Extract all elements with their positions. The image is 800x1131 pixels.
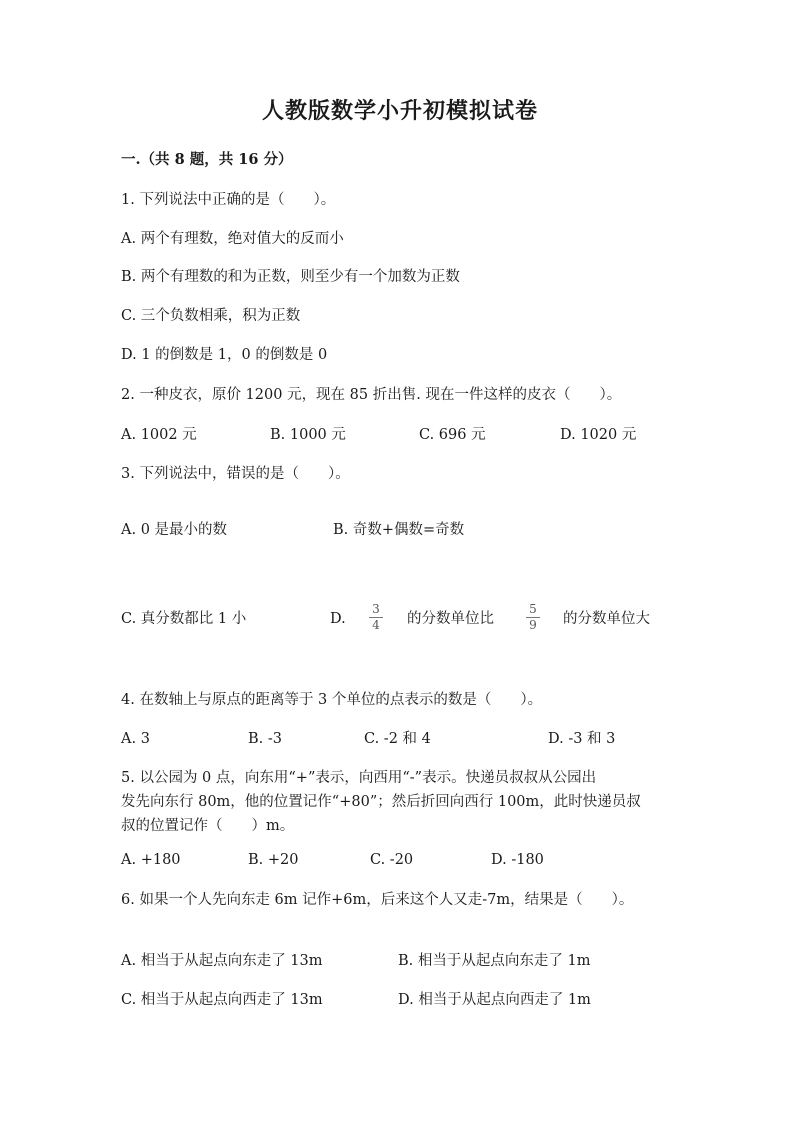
fraction-three-quarters: [369, 603, 383, 632]
fraction-denominator: 9: [529, 618, 537, 632]
question-6-option-b: B. 相当于从起点向东走了 1m: [398, 953, 591, 969]
question-5-stem-line-3: 叔的位置记作（ ）m。: [121, 818, 295, 834]
fraction-numerator: 5: [529, 602, 537, 616]
question-3-option-d-text-1: 的分数单位比: [407, 611, 494, 627]
question-6-option-c: C. 相当于从起点向西走了 13m: [121, 992, 323, 1008]
question-4-option-b: B. -3: [248, 731, 282, 747]
question-3-option-d-text-2: 的分数单位大: [563, 611, 650, 627]
question-1-option-b: B. 两个有理数的和为正数，则至少有一个加数为正数: [121, 269, 460, 285]
question-2-stem: 2. 一种皮衣，原价 1200 元，现在 85 折出售. 现在一件这样的皮衣（ ）。: [121, 387, 622, 403]
question-1-option-a: A. 两个有理数，绝对值大的反而小: [121, 231, 344, 247]
fraction-numerator: 3: [372, 602, 380, 616]
question-3-option-d: D.: [330, 611, 346, 627]
question-1-option-d: D. 1 的倒数是 1，0 的倒数是 0: [121, 347, 328, 363]
fraction-denominator: 4: [372, 618, 380, 632]
question-5-stem-line-1: 5. 以公园为 0 点，向东用“+”表示，向西用“-”表示。快递员叔叔从公园出: [121, 770, 597, 786]
question-1-stem: 1. 下列说法中正确的是（ ）。: [121, 192, 336, 208]
question-1-option-c: C. 三个负数相乘，积为正数: [121, 308, 301, 324]
question-2-option-b: B. 1000 元: [270, 427, 346, 443]
question-5-option-d: D. -180: [491, 852, 544, 868]
question-4-option-c: C. -2 和 4: [364, 731, 431, 747]
fraction-five-ninths: [526, 603, 540, 632]
question-4-option-a: A. 3: [121, 731, 150, 747]
question-6-stem: 6. 如果一个人先向东走 6m 记作+6m，后来这个人又走-7m，结果是（ ）。: [121, 892, 634, 908]
section-heading: 一.（共 8 题，共 16 分）: [121, 151, 293, 168]
question-4-stem: 4. 在数轴上与原点的距离等于 3 个单位的点表示的数是（ ）。: [121, 692, 543, 708]
question-6-option-d: D. 相当于从起点向西走了 1m: [398, 992, 591, 1008]
question-3-option-c: C. 真分数都比 1 小: [121, 611, 247, 627]
question-3-stem: 3. 下列说法中，错误的是（ ）。: [121, 466, 350, 482]
question-6-option-a: A. 相当于从起点向东走了 13m: [121, 953, 323, 969]
question-2-option-d: D. 1020 元: [560, 427, 637, 443]
page-title: 人教版数学小升初模拟试卷: [261, 98, 538, 124]
question-2-option-a: A. 1002 元: [121, 427, 197, 443]
question-5-option-a: A. +180: [121, 852, 181, 868]
question-4-option-d: D. -3 和 3: [548, 731, 616, 747]
question-5-option-b: B. +20: [248, 852, 299, 868]
question-2-option-c: C. 696 元: [419, 427, 486, 443]
question-3-option-b: B. 奇数+偶数=奇数: [333, 522, 465, 538]
question-3-option-a: A. 0 是最小的数: [121, 522, 228, 538]
question-5-option-c: C. -20: [370, 852, 414, 868]
question-5-stem-line-2: 发先向东行 80m，他的位置记作“+80”；然后折回向西行 100m，此时快递员叔: [121, 794, 641, 810]
